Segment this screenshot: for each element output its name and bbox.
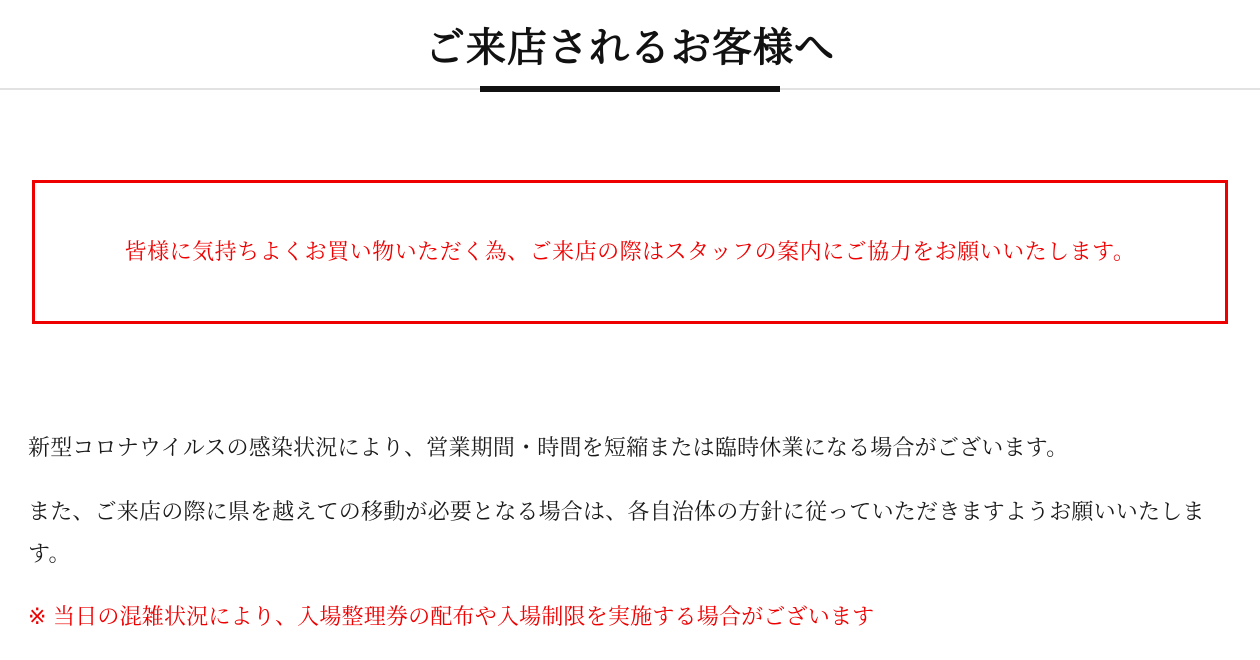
body-paragraph-2: また、ご来店の際に県を越えての移動が必要となる場合は、各自治体の方針に従っていただきますようお願いいたします。 — [28, 498, 1205, 566]
body-content — [28, 405, 1233, 660]
notice-box — [32, 180, 1228, 324]
notice-text: 皆様に気持ちよくお買い物いただく為、ご来店の際はスタッフの案内にご協力をお願いいたします。 — [124, 239, 1136, 265]
page-title: ご来店されるお客様へ — [425, 26, 835, 70]
page-header — [0, 0, 1260, 74]
body-note: ※ 当日の混雑状況により、入場整理券の配布や入場制限を実施する場合がございます — [28, 604, 875, 630]
body-paragraph-1: 新型コロナウイルスの感染状況により、営業期間・時間を短縮または臨時休業になる場合がございます。 — [28, 435, 1069, 460]
title-underline — [480, 86, 780, 92]
